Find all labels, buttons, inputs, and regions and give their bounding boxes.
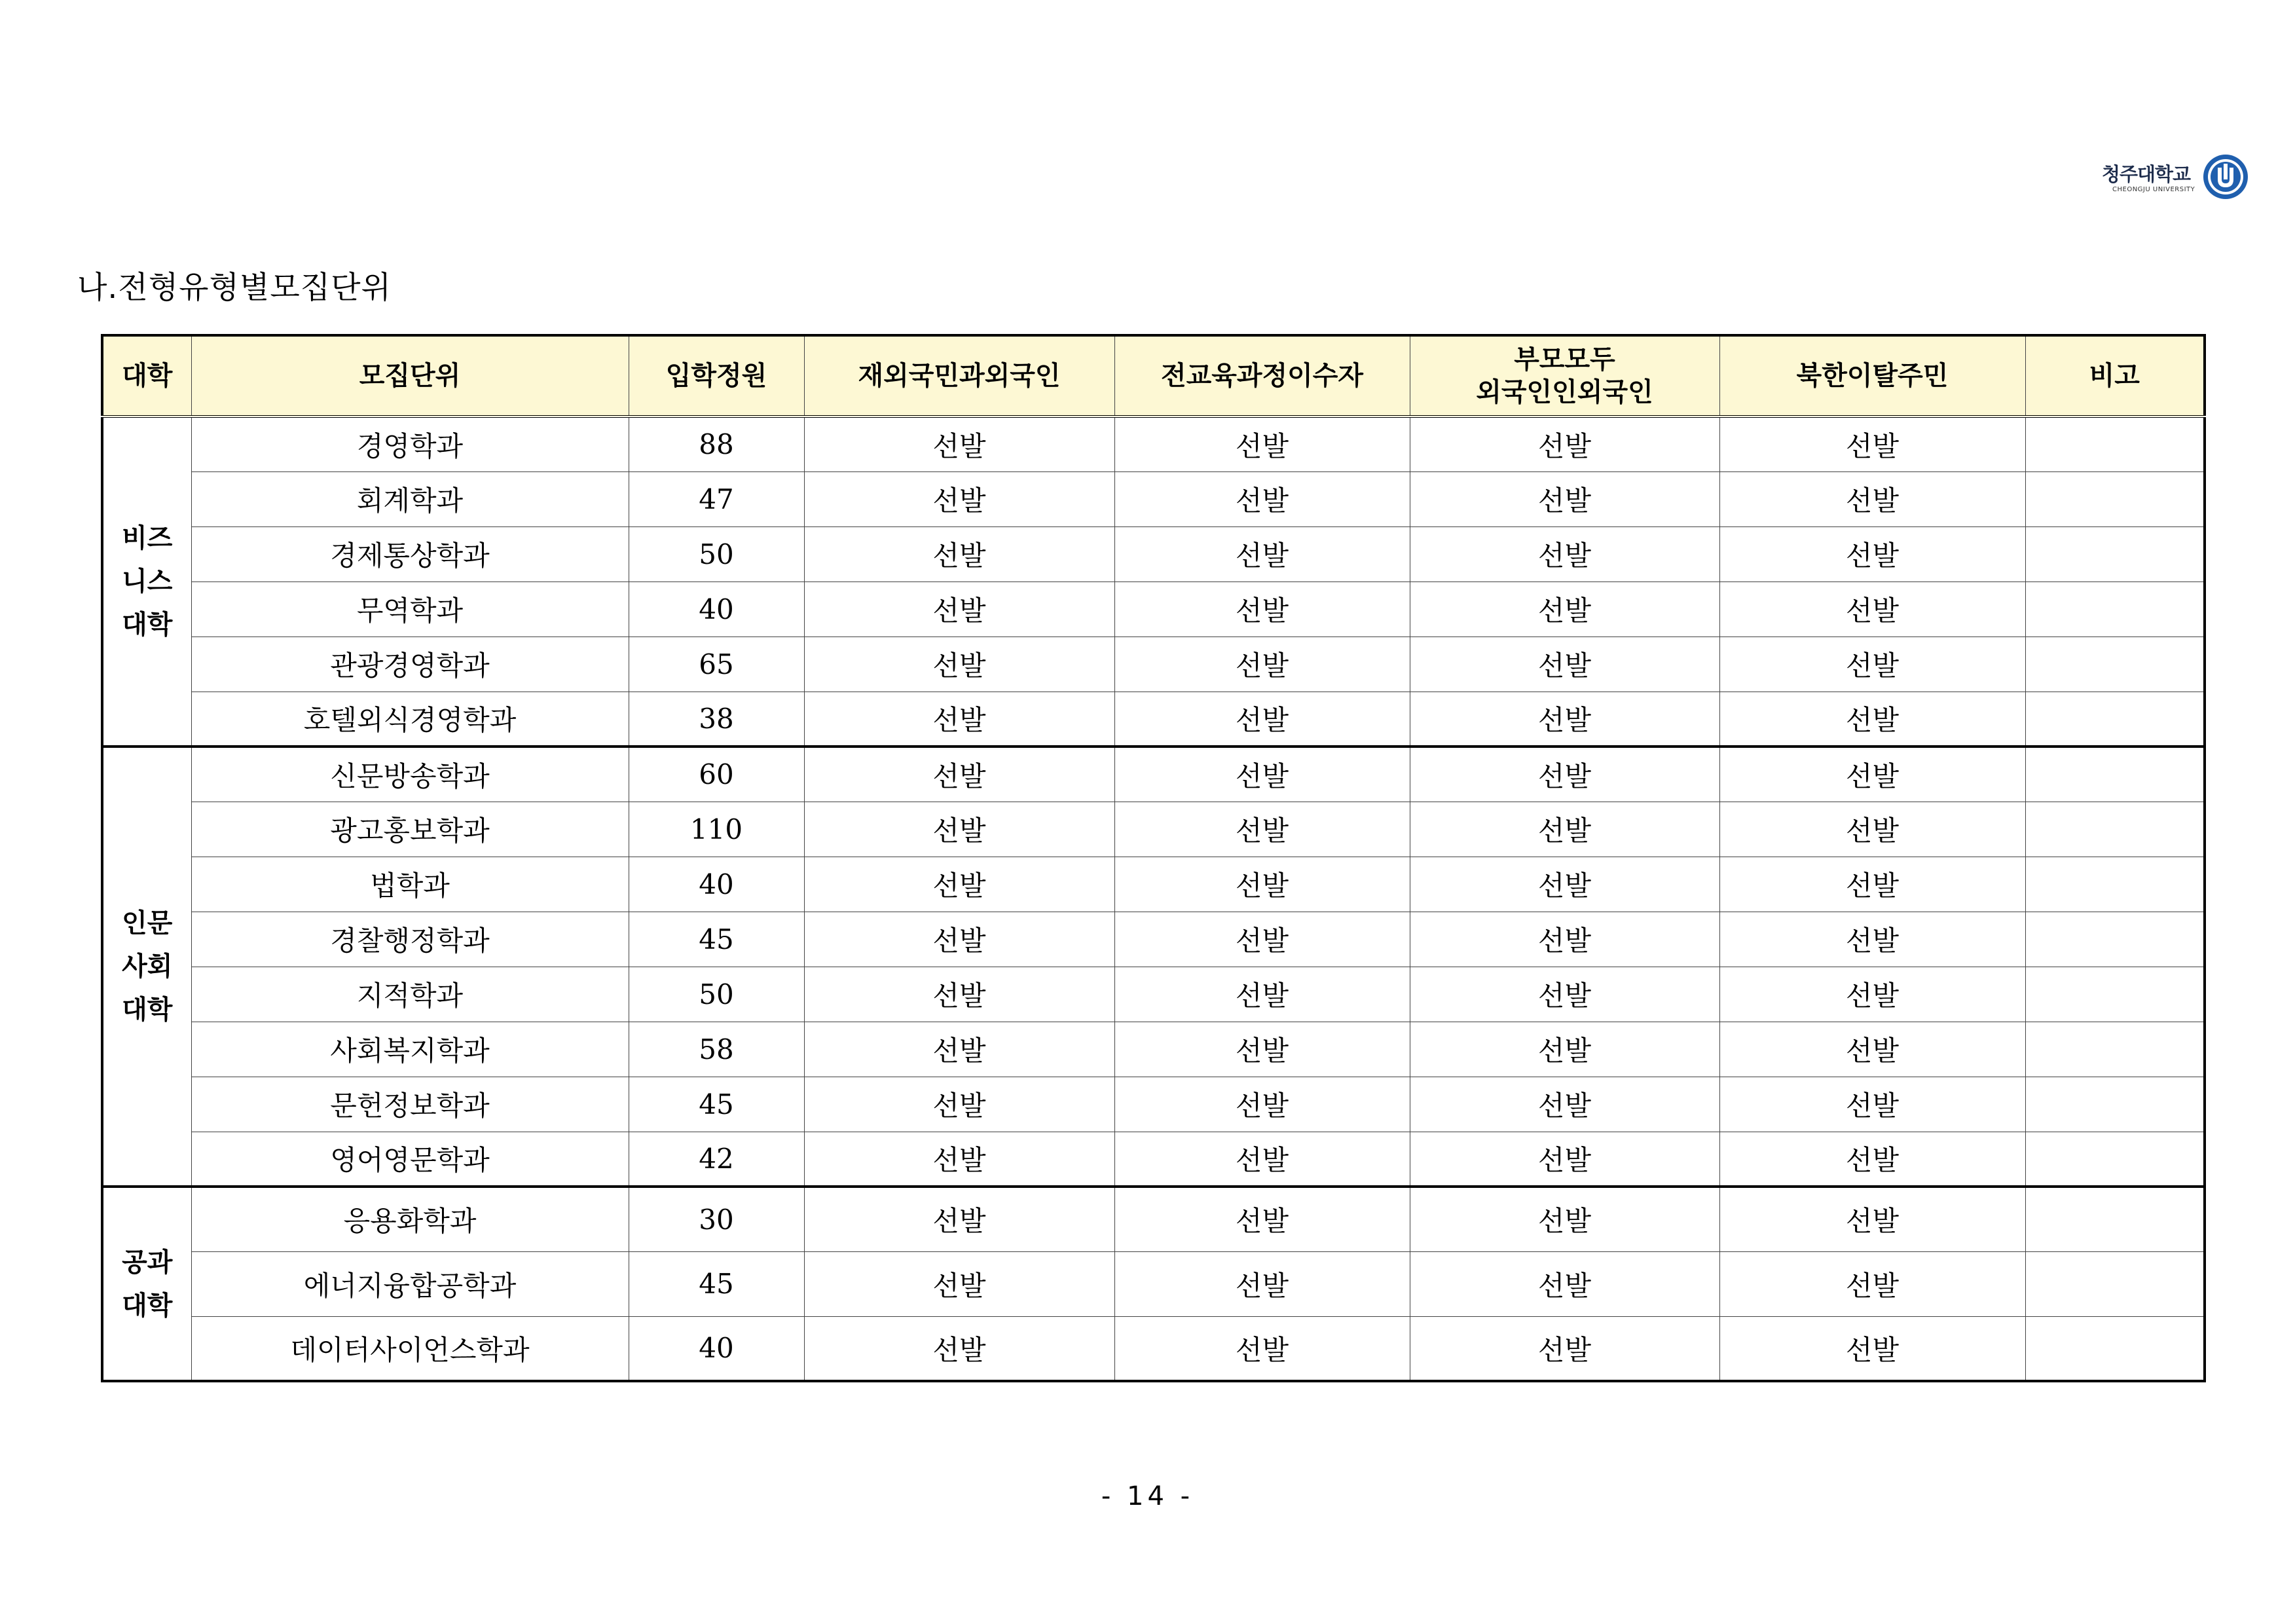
quota-cell: 40 xyxy=(629,1316,804,1381)
header-parents-foreign-line1: 부모모두 xyxy=(1514,344,1615,375)
north-korean-cell: 선발 xyxy=(1719,857,2025,912)
note-cell xyxy=(2025,1316,2205,1381)
note-cell xyxy=(2025,1251,2205,1316)
quota-cell: 42 xyxy=(629,1132,804,1187)
college-name-line: 대학 xyxy=(122,1290,173,1321)
note-cell xyxy=(2025,802,2205,857)
note-cell xyxy=(2025,471,2205,526)
table-row xyxy=(102,912,2205,967)
note-cell xyxy=(2025,526,2205,581)
parents-foreign-cell: 선발 xyxy=(1410,967,1719,1022)
table-row xyxy=(102,526,2205,581)
note-cell xyxy=(2025,912,2205,967)
university-logo xyxy=(2102,153,2249,203)
table-row xyxy=(102,747,2205,802)
north-korean-cell: 선발 xyxy=(1719,802,2025,857)
note-cell xyxy=(2025,1077,2205,1132)
full-course-cell: 선발 xyxy=(1114,912,1410,967)
quota-cell: 45 xyxy=(629,1251,804,1316)
college-name-cell xyxy=(102,1187,191,1381)
parents-foreign-cell: 선발 xyxy=(1410,747,1719,802)
table-row xyxy=(102,1251,2205,1316)
note-cell xyxy=(2025,416,2205,471)
overseas-korean-cell: 선발 xyxy=(804,857,1114,912)
overseas-korean-cell: 선발 xyxy=(804,1132,1114,1187)
parents-foreign-cell: 선발 xyxy=(1410,416,1719,471)
college-name-line: 대학 xyxy=(122,995,173,1025)
note-cell xyxy=(2025,967,2205,1022)
table-row xyxy=(102,471,2205,526)
college-name-cell xyxy=(102,416,191,747)
unit-cell: 광고홍보학과 xyxy=(191,802,629,857)
parents-foreign-cell: 선발 xyxy=(1410,1187,1719,1251)
unit-cell: 경찰행정학과 xyxy=(191,912,629,967)
full-course-cell: 선발 xyxy=(1114,416,1410,471)
college-name-line: 비즈 xyxy=(122,523,173,553)
quota-cell: 58 xyxy=(629,1022,804,1077)
north-korean-cell: 선발 xyxy=(1719,967,2025,1022)
overseas-korean-cell: 선발 xyxy=(804,1316,1114,1381)
header-note: 비고 xyxy=(2025,335,2205,416)
unit-cell: 호텔외식경영학과 xyxy=(191,692,629,747)
unit-cell: 신문방송학과 xyxy=(191,747,629,802)
table-row xyxy=(102,637,2205,692)
table-row xyxy=(102,416,2205,471)
quota-cell: 60 xyxy=(629,747,804,802)
north-korean-cell: 선발 xyxy=(1719,747,2025,802)
logo-subtitle: CHEONGJU UNIVERSITY xyxy=(2112,186,2195,193)
college-name-line: 니스 xyxy=(122,566,173,597)
college-name-line: 사회 xyxy=(122,951,173,982)
north-korean-cell: 선발 xyxy=(1719,581,2025,637)
quota-cell: 40 xyxy=(629,857,804,912)
overseas-korean-cell: 선발 xyxy=(804,912,1114,967)
overseas-korean-cell: 선발 xyxy=(804,1022,1114,1077)
note-cell xyxy=(2025,692,2205,747)
parents-foreign-cell: 선발 xyxy=(1410,526,1719,581)
full-course-cell: 선발 xyxy=(1114,802,1410,857)
north-korean-cell: 선발 xyxy=(1719,416,2025,471)
table-row xyxy=(102,967,2205,1022)
full-course-cell: 선발 xyxy=(1114,1077,1410,1132)
quota-cell: 65 xyxy=(629,637,804,692)
north-korean-cell: 선발 xyxy=(1719,1022,2025,1077)
college-name-line: 공과 xyxy=(122,1247,173,1278)
university-emblem-icon xyxy=(2202,153,2249,200)
overseas-korean-cell: 선발 xyxy=(804,747,1114,802)
full-course-cell: 선발 xyxy=(1114,1316,1410,1381)
north-korean-cell: 선발 xyxy=(1719,1187,2025,1251)
table-row xyxy=(102,1316,2205,1381)
college-name-line: 대학 xyxy=(122,610,173,640)
parents-foreign-cell: 선발 xyxy=(1410,1022,1719,1077)
overseas-korean-cell: 선발 xyxy=(804,1251,1114,1316)
logo-name: 청주대학교 xyxy=(2102,163,2191,185)
unit-cell: 회계학과 xyxy=(191,471,629,526)
quota-cell: 40 xyxy=(629,581,804,637)
header-overseas-korean: 재외국민과외국인 xyxy=(804,335,1114,416)
overseas-korean-cell: 선발 xyxy=(804,1077,1114,1132)
college-name-line: 인문 xyxy=(122,908,173,938)
note-cell xyxy=(2025,637,2205,692)
full-course-cell: 선발 xyxy=(1114,637,1410,692)
section-title: 나.전형유형별모집단위 xyxy=(77,270,392,306)
note-cell xyxy=(2025,581,2205,637)
unit-cell: 경제통상학과 xyxy=(191,526,629,581)
parents-foreign-cell: 선발 xyxy=(1410,581,1719,637)
full-course-cell: 선발 xyxy=(1114,581,1410,637)
north-korean-cell: 선발 xyxy=(1719,692,2025,747)
recruitment-units-table xyxy=(101,334,2206,1382)
college-name-cell xyxy=(102,747,191,1187)
full-course-cell: 선발 xyxy=(1114,1251,1410,1316)
north-korean-cell: 선발 xyxy=(1719,526,2025,581)
note-cell xyxy=(2025,1022,2205,1077)
unit-cell: 데이터사이언스학과 xyxy=(191,1316,629,1381)
unit-cell: 관광경영학과 xyxy=(191,637,629,692)
unit-cell: 문헌정보학과 xyxy=(191,1077,629,1132)
full-course-cell: 선발 xyxy=(1114,747,1410,802)
quota-cell: 47 xyxy=(629,471,804,526)
full-course-cell: 선발 xyxy=(1114,967,1410,1022)
college-group xyxy=(102,747,2205,1187)
college-group xyxy=(102,1187,2205,1381)
parents-foreign-cell: 선발 xyxy=(1410,912,1719,967)
overseas-korean-cell: 선발 xyxy=(804,471,1114,526)
overseas-korean-cell: 선발 xyxy=(804,967,1114,1022)
header-full-course: 전교육과정이수자 xyxy=(1114,335,1410,416)
page-number: - 14 - xyxy=(1101,1481,1194,1511)
unit-cell: 영어영문학과 xyxy=(191,1132,629,1187)
unit-cell: 에너지융합공학과 xyxy=(191,1251,629,1316)
header-unit: 모집단위 xyxy=(191,335,629,416)
table-header xyxy=(102,335,2205,416)
overseas-korean-cell: 선발 xyxy=(804,1187,1114,1251)
header-north-korean: 북한이탈주민 xyxy=(1719,335,2025,416)
parents-foreign-cell: 선발 xyxy=(1410,1077,1719,1132)
overseas-korean-cell: 선발 xyxy=(804,581,1114,637)
table-row xyxy=(102,1077,2205,1132)
north-korean-cell: 선발 xyxy=(1719,1077,2025,1132)
table-row xyxy=(102,581,2205,637)
full-course-cell: 선발 xyxy=(1114,1132,1410,1187)
overseas-korean-cell: 선발 xyxy=(804,637,1114,692)
parents-foreign-cell: 선발 xyxy=(1410,802,1719,857)
unit-cell: 지적학과 xyxy=(191,967,629,1022)
note-cell xyxy=(2025,747,2205,802)
header-college: 대학 xyxy=(102,335,191,416)
unit-cell: 경영학과 xyxy=(191,416,629,471)
parents-foreign-cell: 선발 xyxy=(1410,637,1719,692)
quota-cell: 50 xyxy=(629,526,804,581)
header-parents-foreign-line2: 외국인인외국인 xyxy=(1476,377,1653,407)
overseas-korean-cell: 선발 xyxy=(804,692,1114,747)
table-row xyxy=(102,1187,2205,1251)
unit-cell: 사회복지학과 xyxy=(191,1022,629,1077)
north-korean-cell: 선발 xyxy=(1719,471,2025,526)
parents-foreign-cell: 선발 xyxy=(1410,1251,1719,1316)
header-parents-foreign xyxy=(1410,335,1719,416)
quota-cell: 45 xyxy=(629,1077,804,1132)
quota-cell: 38 xyxy=(629,692,804,747)
full-course-cell: 선발 xyxy=(1114,526,1410,581)
header-row xyxy=(102,335,2205,416)
north-korean-cell: 선발 xyxy=(1719,912,2025,967)
overseas-korean-cell: 선발 xyxy=(804,526,1114,581)
table-row xyxy=(102,857,2205,912)
unit-cell: 법학과 xyxy=(191,857,629,912)
table-row xyxy=(102,1022,2205,1077)
parents-foreign-cell: 선발 xyxy=(1410,1316,1719,1381)
overseas-korean-cell: 선발 xyxy=(804,416,1114,471)
unit-cell: 무역학과 xyxy=(191,581,629,637)
full-course-cell: 선발 xyxy=(1114,692,1410,747)
quota-cell: 50 xyxy=(629,967,804,1022)
full-course-cell: 선발 xyxy=(1114,471,1410,526)
north-korean-cell: 선발 xyxy=(1719,1251,2025,1316)
parents-foreign-cell: 선발 xyxy=(1410,857,1719,912)
header-quota: 입학정원 xyxy=(629,335,804,416)
note-cell xyxy=(2025,1187,2205,1251)
college-group xyxy=(102,416,2205,747)
parents-foreign-cell: 선발 xyxy=(1410,692,1719,747)
quota-cell: 45 xyxy=(629,912,804,967)
note-cell xyxy=(2025,1132,2205,1187)
table-row xyxy=(102,802,2205,857)
overseas-korean-cell: 선발 xyxy=(804,802,1114,857)
north-korean-cell: 선발 xyxy=(1719,1132,2025,1187)
parents-foreign-cell: 선발 xyxy=(1410,471,1719,526)
full-course-cell: 선발 xyxy=(1114,1022,1410,1077)
table-row xyxy=(102,692,2205,747)
quota-cell: 110 xyxy=(629,802,804,857)
table-row xyxy=(102,1132,2205,1187)
quota-cell: 88 xyxy=(629,416,804,471)
quota-cell: 30 xyxy=(629,1187,804,1251)
parents-foreign-cell: 선발 xyxy=(1410,1132,1719,1187)
north-korean-cell: 선발 xyxy=(1719,637,2025,692)
full-course-cell: 선발 xyxy=(1114,1187,1410,1251)
unit-cell: 응용화학과 xyxy=(191,1187,629,1251)
full-course-cell: 선발 xyxy=(1114,857,1410,912)
north-korean-cell: 선발 xyxy=(1719,1316,2025,1381)
note-cell xyxy=(2025,857,2205,912)
